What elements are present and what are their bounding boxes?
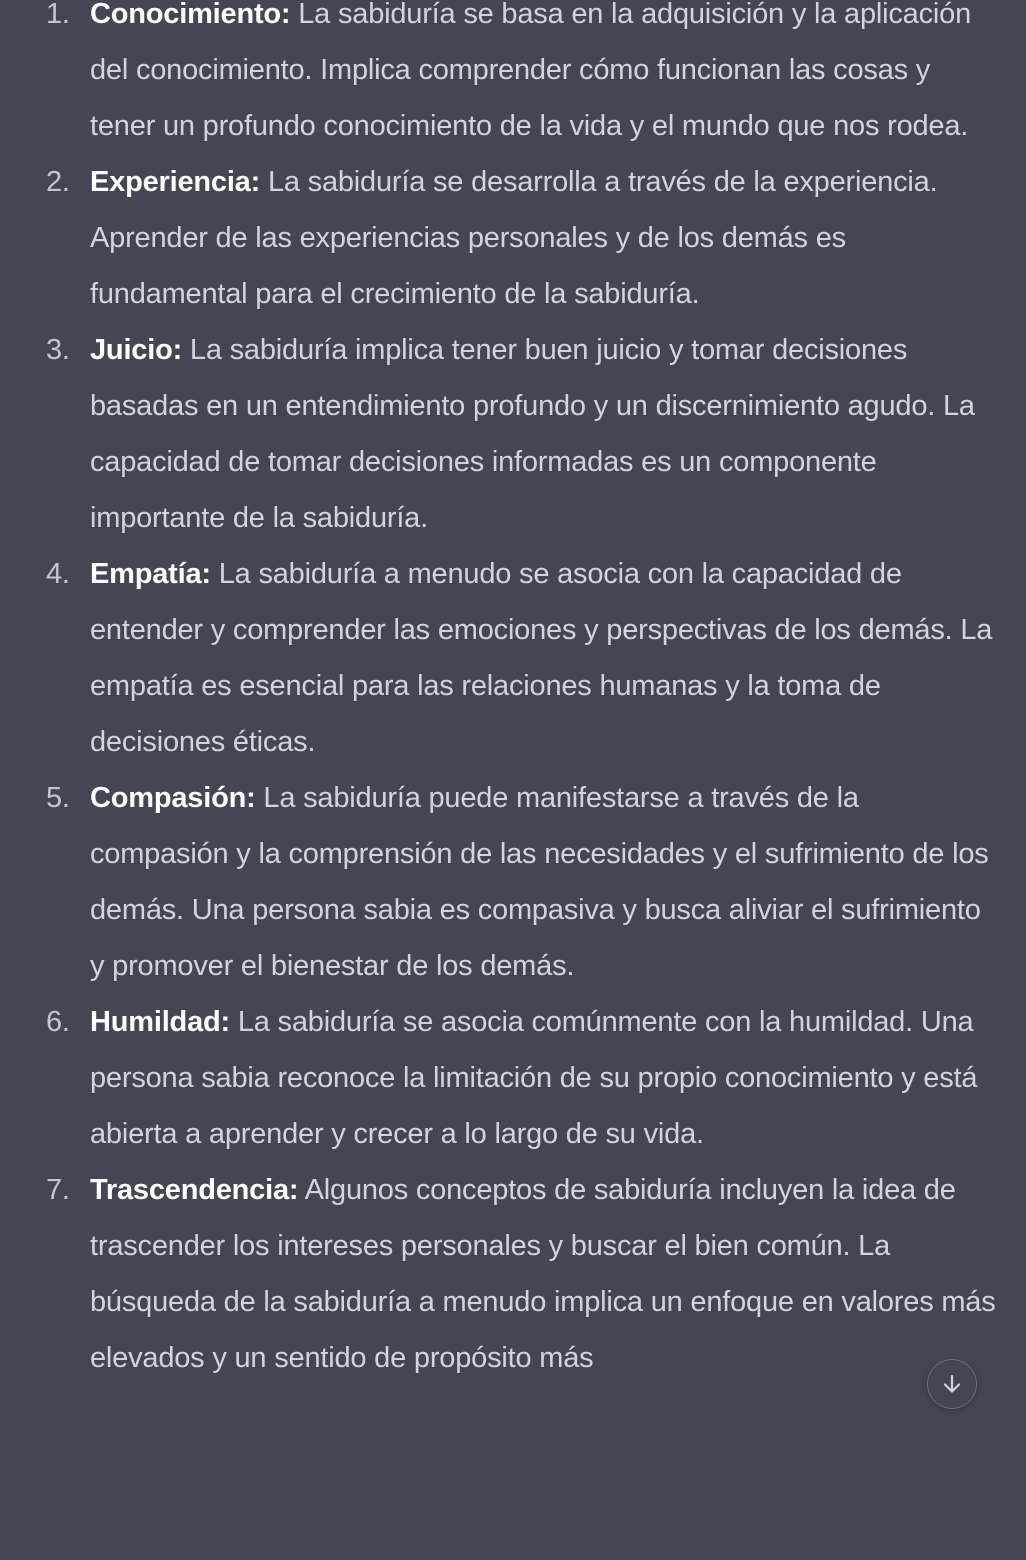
- list-item-term: Compasión:: [90, 782, 256, 814]
- list-item: [0, 322, 1026, 546]
- arrow-down-icon: [940, 1372, 964, 1396]
- list-item: [0, 0, 1026, 154]
- list-item: [0, 546, 1026, 770]
- list-item-term: Juicio:: [90, 334, 183, 366]
- list-item-term: Humildad:: [90, 1006, 230, 1038]
- list-item-number: 4.: [46, 558, 70, 590]
- list-item: [0, 154, 1026, 322]
- list-item-text: La sabiduría se asocia comúnmente con la humildad. Una persona sabia reconoce la limitación de su propio conocimiento y está abierta a aprender y crecer a lo largo de su vida.: [90, 1006, 978, 1150]
- list-item-text: La sabiduría se basa en la adquisición y la aplicación del conocimiento. Implica comprender cómo funcionan las cosas y tener un profundo conocimiento de la vida y el mundo que nos rodea.: [90, 0, 972, 142]
- list-item-number: 1.: [46, 0, 70, 30]
- scroll-to-bottom-button[interactable]: [927, 1359, 977, 1409]
- list-item: [0, 1162, 1026, 1386]
- list-item-text: La sabiduría implica tener buen juicio y tomar decisiones basadas en un entendimiento profundo y un discernimiento agudo. La capacidad de tomar decisiones informadas es un componente importante de la sabiduría.: [90, 334, 975, 534]
- list-item-term: Experiencia:: [90, 166, 261, 198]
- list-item-number: 2.: [46, 166, 70, 198]
- list-item-term: Trascendencia:: [90, 1174, 299, 1206]
- list-item-text: Algunos conceptos de sabiduría incluyen la idea de trascender los intereses personales y buscar el bien común. La búsqueda de la sabiduría a menudo implica un enfoque en valores más elevados y un sentido de propósito más: [90, 1174, 996, 1374]
- list-item-number: 5.: [46, 782, 70, 814]
- list-item-number: 6.: [46, 1006, 70, 1038]
- list-item-text: La sabiduría se desarrolla a través de la experiencia. Aprender de las experiencias personales y de los demás es fundamental para el crecimiento de la sabiduría.: [90, 166, 938, 310]
- list-item-term: Empatía:: [90, 558, 211, 590]
- list-item-term: Conocimiento:: [90, 0, 291, 30]
- list-item: [0, 994, 1026, 1162]
- list-item-text: La sabiduría puede manifestarse a través de la compasión y la comprensión de las necesidades y el sufrimiento de los demás. Una persona sabia es compasiva y busca aliviar el sufrimiento y promover el bienestar de los demás.: [90, 782, 989, 982]
- list-item: [0, 770, 1026, 994]
- list-item-number: 7.: [46, 1174, 70, 1206]
- list-item-number: 3.: [46, 334, 70, 366]
- list-item-text: La sabiduría a menudo se asocia con la capacidad de entender y comprender las emociones y perspectivas de los demás. La empatía es esencial para las relaciones humanas y la toma de decisiones éticas.: [90, 558, 993, 758]
